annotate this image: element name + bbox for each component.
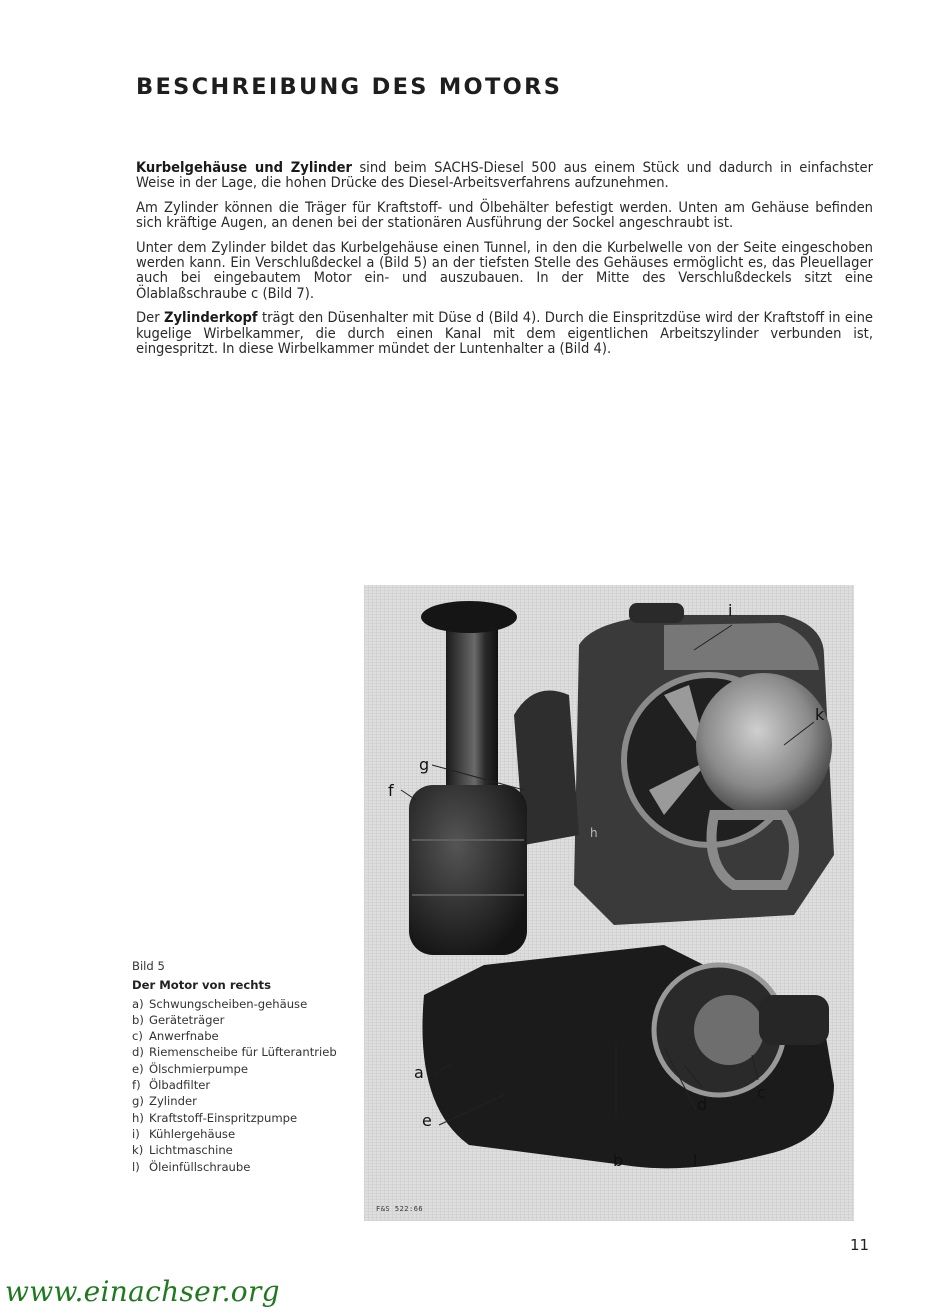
legend-text: Kühlergehäuse: [149, 1126, 236, 1141]
figure-caption: [132, 958, 357, 1175]
label-f: f: [388, 781, 394, 800]
page-title: BESCHREIBUNG DES MOTORS: [136, 74, 563, 100]
legend-text: Öleinfüllschraube: [149, 1159, 251, 1174]
label-l: l: [693, 1151, 698, 1170]
legend-item: [132, 1093, 357, 1109]
term-cylinder-head: Zylinderkopf: [163, 309, 258, 327]
paragraph-text: Am Zylinder können die Träger für Kraftstoff- und Ölbehälter befestigt werden. Unten am Gehäuse befinden sich kräftige Augen, an denen bei der stationären Ausführung der Sockel angeschraubt ist.: [136, 198, 873, 232]
legend-key: h): [132, 1110, 144, 1125]
legend-item: [132, 1077, 357, 1093]
legend-text: Schwungscheiben-gehäuse: [149, 996, 308, 1011]
legend-text: Kraftstoff-Einspritzpumpe: [149, 1110, 298, 1125]
legend-text: Lichtmaschine: [149, 1143, 233, 1158]
label-k: k: [815, 705, 825, 724]
legend-key: l): [132, 1159, 140, 1174]
paragraph-mounts: [136, 200, 873, 231]
watermark-link[interactable]: www.einachser.org: [5, 1275, 280, 1308]
legend-item: [132, 1126, 357, 1142]
legend-key: i): [132, 1126, 140, 1141]
paragraph-tunnel: [136, 240, 873, 302]
legend-key: k): [132, 1143, 144, 1158]
engine-illustration: [364, 585, 854, 1221]
legend-key: a): [132, 996, 144, 1011]
starter-hub-shape: [694, 995, 764, 1065]
label-a: a: [414, 1063, 424, 1082]
intake-cap-shape: [421, 601, 517, 633]
paragraph-text: Der: [136, 309, 164, 327]
legend-text: Anwerfnabe: [149, 1029, 219, 1044]
legend-key: e): [132, 1061, 144, 1076]
generator-shape: [696, 673, 832, 817]
legend-key: c): [132, 1029, 143, 1044]
legend-item: [132, 1061, 357, 1077]
legend-list: [132, 996, 357, 1175]
legend-text: Geräteträger: [149, 1012, 225, 1027]
legend-text: Ölbadfilter: [149, 1078, 211, 1093]
legend-text: Riemenscheibe für Lüfterantrieb: [149, 1045, 337, 1060]
legend-item: [132, 1142, 357, 1158]
legend-item: [132, 1028, 357, 1044]
paragraph-text: sind beim SACHS-Diesel 500 aus einem Stück und dadurch in einfachster Weise in der Lage, die hohen Drücke des Diesel-Arbeitsverfahrens aufzunehmen.: [136, 159, 873, 192]
label-i: i: [728, 601, 733, 620]
legend-key: g): [132, 1094, 144, 1109]
legend-item: [132, 1044, 357, 1060]
hub-nose-shape: [759, 995, 829, 1045]
engine-photo: [364, 585, 854, 1221]
label-g: g: [419, 755, 430, 774]
legend-text: Zylinder: [149, 1094, 197, 1109]
paragraph-cylinder-head: [136, 310, 873, 356]
legend-item: [132, 996, 357, 1012]
term-crankcase: Kurbelgehäuse und Zylinder: [136, 159, 352, 176]
label-d: d: [697, 1095, 708, 1114]
paragraph-text: trägt den Düsenhalter mit Düse d (Bild 4). Durch die Einspritzdüse wird der Kraftstoff in eine kugelige Wirbelkammer, die durch einen Kanal mit dem eigentlichen Arbeitszylinder verbunden ist, eingespritzt. In diese Wirbelkammer mündet der Luntenhalter a (Bild 4).: [136, 309, 873, 358]
page-number: 11: [850, 1236, 870, 1254]
paragraph-text: Unter dem Zylinder bildet das Kurbelgehäuse einen Tunnel, in den die Kurbelwelle von der Seite eingeschoben werden kann. Ein Verschlußdeckel a (Bild 5) an der tiefsten Stelle des Gehäuses ermöglicht es, das Pleuellager auch bei eingebautem Motor ein- und auszubauen. In der Mitte des Verschlußdeckels sitzt eine Ölablaßschraube c (Bild 7).: [136, 238, 873, 302]
label-b: b: [613, 1151, 624, 1170]
figure-number: Bild 5: [132, 959, 165, 973]
oil-filter-shape: [409, 785, 527, 955]
legend-key: f): [132, 1078, 141, 1093]
legend-item: [132, 1012, 357, 1028]
paragraph-crankcase: [136, 160, 873, 191]
legend-text: Ölschmierpumpe: [149, 1061, 249, 1076]
intake-pipe-shape: [446, 615, 498, 795]
label-h: h: [590, 826, 598, 840]
legend-key: d): [132, 1045, 144, 1060]
legend-item: [132, 1159, 357, 1175]
radiator-cap-shape: [629, 603, 684, 623]
label-c: c: [757, 1083, 766, 1102]
label-e: e: [422, 1111, 432, 1130]
legend-key: b): [132, 1012, 144, 1027]
legend-item: [132, 1110, 357, 1126]
photo-code: F&S 522:66: [376, 1205, 424, 1213]
figure-title: Der Motor von rechts: [132, 978, 271, 993]
body-text: [136, 160, 873, 365]
